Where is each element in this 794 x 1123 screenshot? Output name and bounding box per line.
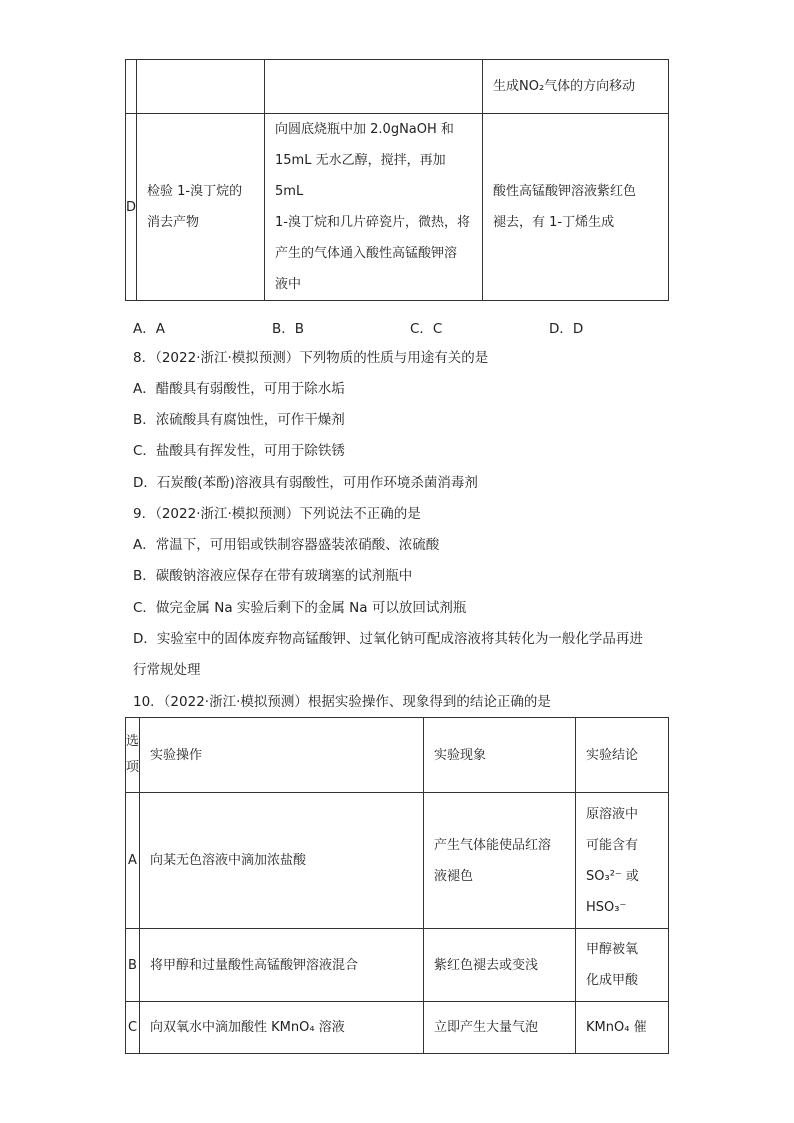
question9-stem: 9．（2022·浙江·模拟预测）下列说法不正确的是	[133, 506, 421, 522]
option-d: D．D	[549, 321, 584, 337]
conclusion-text: 生成NO₂气体的方向移动	[493, 79, 636, 94]
operation-cell: 将甲醇和过量酸性高锰酸钾溶液混合	[140, 929, 424, 1002]
conclusion-cell	[576, 929, 669, 1002]
question8-option: B．浓硫酸具有腐蚀性，可作干燥剂	[133, 412, 345, 428]
cell-line: 液中	[275, 277, 302, 292]
cell-line: HSO₃⁻	[586, 899, 627, 915]
cell-line: 1-溴丁烷和几片碎瓷片，微热，将	[275, 215, 470, 230]
header-conclusion: 实验结论	[576, 718, 669, 793]
question7-table	[125, 59, 669, 301]
question9-option: B．碳酸钠溶液应保存在带有玻璃塞的试剂瓶中	[133, 568, 413, 584]
cell-line: 检验 1-溴丁烷的	[147, 184, 243, 199]
option-a: A．A	[133, 321, 165, 337]
table-row	[126, 1002, 669, 1054]
operation-cell	[265, 114, 483, 301]
cell-line: 产生气体能使品红溶	[434, 837, 552, 853]
question9-option: D．实验室中的固体废弃物高锰酸钾、过氧化钠可配成溶液将其转化为一般化学品再进	[133, 631, 643, 647]
question8-option: D．石炭酸(苯酚)溶液具有弱酸性，可用作环境杀菌消毒剂	[133, 475, 478, 491]
phenomenon-cell: 紫红色褪去或变浅	[424, 929, 576, 1002]
header-phenomenon: 实验现象	[424, 718, 576, 793]
cell-line: 15mL 无水乙醇，搅拌，再加 5mL	[275, 153, 446, 199]
table-cell	[483, 60, 669, 114]
option-cell: C	[126, 1002, 140, 1054]
cell-line: SO₃²⁻ 或	[586, 868, 639, 884]
question9-option: C．做完金属 Na 实验后剩下的金属 Na 可以放回试剂瓶	[133, 600, 467, 616]
conclusion-cell	[576, 793, 669, 929]
cell-line: 化成甲酸	[586, 973, 639, 988]
table-cell	[265, 60, 483, 114]
cell-line: 选	[126, 734, 140, 749]
option-b: B．B	[272, 321, 305, 337]
cell-line: 褪去，有 1-丁烯生成	[493, 215, 615, 230]
cell-line: 液褪色	[434, 868, 474, 884]
header-operation: 实验操作	[140, 718, 424, 793]
question10-stem: 10．（2022·浙江·模拟预测）根据实验操作、现象得到的结论正确的是	[133, 694, 551, 710]
cell-line: 酸性高锰酸钾溶液紫红色	[493, 184, 637, 199]
phenomenon-cell	[424, 793, 576, 929]
cell-line: 消去产物	[147, 215, 200, 230]
question9-option: A．常温下，可用铝或铁制容器盛装浓硝酸、浓硫酸	[133, 537, 440, 553]
table-cell	[126, 60, 137, 114]
question10-table	[125, 717, 669, 1054]
cell-line: 甲醇被氧	[586, 942, 639, 957]
option-cell: B	[126, 929, 140, 1002]
phenomenon-cell: 立即产生大量气泡	[424, 1002, 576, 1054]
cell-line: 产生的气体通入酸性高锰酸钾溶	[275, 246, 458, 261]
table-row	[126, 114, 669, 301]
cell-line: 项	[126, 760, 140, 775]
option-c: C．C	[410, 321, 443, 337]
purpose-cell	[137, 114, 265, 301]
conclusion-cell	[483, 114, 669, 301]
table-row	[126, 929, 669, 1002]
header-option	[126, 718, 140, 793]
question8-option: A．醋酸具有弱酸性，可用于除水垢	[133, 381, 345, 397]
question9-option-continued: 行常规处理	[133, 662, 201, 678]
operation-cell: 向双氧水中滴加酸性 KMnO₄ 溶液	[140, 1002, 424, 1054]
cell-line: 向圆底烧瓶中加 2.0gNaOH 和	[275, 122, 454, 137]
cell-line: 可能含有	[586, 837, 639, 853]
option-cell: D	[126, 114, 137, 301]
conclusion-cell: KMnO₄ 催	[576, 1002, 669, 1054]
table-row	[126, 60, 669, 114]
table-cell	[137, 60, 265, 114]
cell-line: 原溶液中	[586, 806, 639, 822]
operation-cell: 向某无色溶液中滴加浓盐酸	[140, 793, 424, 929]
table-header-row	[126, 718, 669, 793]
option-cell: A	[126, 793, 140, 929]
question8-stem: 8．（2022·浙江·模拟预测）下列物质的性质与用途有关的是	[133, 350, 489, 366]
table-row	[126, 793, 669, 929]
question8-option: C．盐酸具有挥发性，可用于除铁锈	[133, 443, 345, 459]
